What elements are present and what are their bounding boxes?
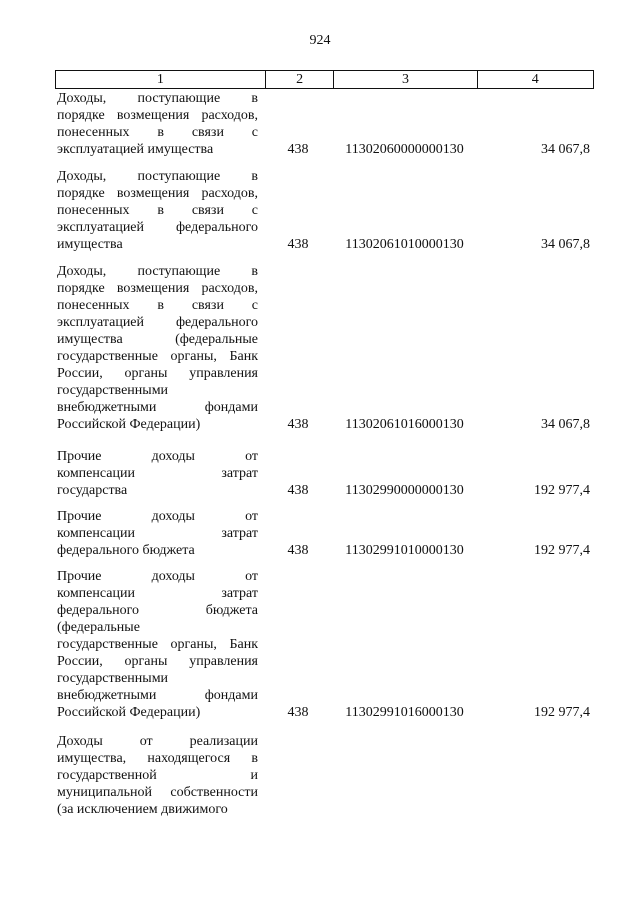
row-admin-code: 438 <box>287 705 309 720</box>
header-col-4: 4 <box>477 71 593 89</box>
row-amount: 192 977,4 <box>534 483 590 498</box>
description-line: федерального бюджета <box>57 603 258 618</box>
description-line: эксплуатацией федерального <box>57 220 258 235</box>
row-description <box>57 263 258 433</box>
row-budget-code: 11302990000000130 <box>345 483 464 498</box>
row-budget-code: 11302061016000130 <box>345 417 464 432</box>
row-admin-code: 438 <box>287 417 309 432</box>
description-line: порядке возмещения расходов, <box>57 281 258 296</box>
description-line: порядке возмещения расходов, <box>57 108 258 123</box>
row-budget-code: 11302991010000130 <box>345 543 464 558</box>
description-line: Доходы, поступающие в <box>57 169 258 184</box>
description-line: внебюджетными фондами <box>57 688 258 703</box>
description-line: эксплуатацией федерального <box>57 315 258 330</box>
description-line: внебюджетными фондами <box>57 400 258 415</box>
description-line: муниципальной собственности <box>57 785 258 800</box>
description-line: государственной и <box>57 768 258 783</box>
row-description <box>57 168 258 253</box>
description-line: понесенных в связи с <box>57 298 258 313</box>
row-admin-code: 438 <box>287 543 309 558</box>
description-line: имущества (федеральные <box>57 332 258 347</box>
description-line: (за исключением движимого <box>57 802 228 817</box>
description-line: России, органы управления <box>57 654 258 669</box>
description-line: понесенных в связи с <box>57 203 258 218</box>
description-line: понесенных в связи с <box>57 125 258 140</box>
row-description <box>57 733 258 818</box>
row-amount: 34 067,8 <box>541 237 590 252</box>
header-col-2: 2 <box>265 71 334 89</box>
row-admin-code: 438 <box>287 483 309 498</box>
row-amount: 192 977,4 <box>534 543 590 558</box>
row-amount: 34 067,8 <box>541 417 590 432</box>
description-line: Доходы, поступающие в <box>57 91 258 106</box>
description-line: федерального бюджета <box>57 543 195 558</box>
description-line: эксплуатацией имущества <box>57 142 214 157</box>
description-line: государственными <box>57 671 169 686</box>
description-line: государства <box>57 483 128 498</box>
description-line: Российской Федерации) <box>57 705 201 720</box>
row-amount: 34 067,8 <box>541 142 590 157</box>
description-line: государственными <box>57 383 169 398</box>
row-description <box>57 508 258 559</box>
header-col-1: 1 <box>56 71 266 89</box>
table-header <box>55 70 594 89</box>
description-line: Доходы, поступающие в <box>57 264 258 279</box>
row-budget-code: 11302060000000130 <box>345 142 464 157</box>
description-line: Прочие доходы от <box>57 569 258 584</box>
description-line: Российской Федерации) <box>57 417 201 432</box>
row-description <box>57 90 258 158</box>
description-line: компенсации затрат <box>57 466 258 481</box>
description-line: (федеральные <box>57 620 140 635</box>
row-admin-code: 438 <box>287 142 309 157</box>
description-line: имущества <box>57 237 123 252</box>
header-col-3: 3 <box>334 71 477 89</box>
row-budget-code: 11302991016000130 <box>345 705 464 720</box>
description-line: порядке возмещения расходов, <box>57 186 258 201</box>
row-admin-code: 438 <box>287 237 309 252</box>
description-line: Прочие доходы от <box>57 509 258 524</box>
row-budget-code: 11302061010000130 <box>345 237 464 252</box>
description-line: имущества, находящегося в <box>57 751 258 766</box>
description-line: Доходы от реализации <box>57 734 258 749</box>
description-line: компенсации затрат <box>57 586 258 601</box>
page-number: 924 <box>309 33 331 48</box>
description-line: России, органы управления <box>57 366 258 381</box>
description-line: государственные органы, Банк <box>57 637 258 652</box>
description-line: компенсации затрат <box>57 526 258 541</box>
description-line: Прочие доходы от <box>57 449 258 464</box>
row-amount: 192 977,4 <box>534 705 590 720</box>
row-description <box>57 448 258 499</box>
row-description <box>57 568 258 721</box>
description-line: государственные органы, Банк <box>57 349 258 364</box>
